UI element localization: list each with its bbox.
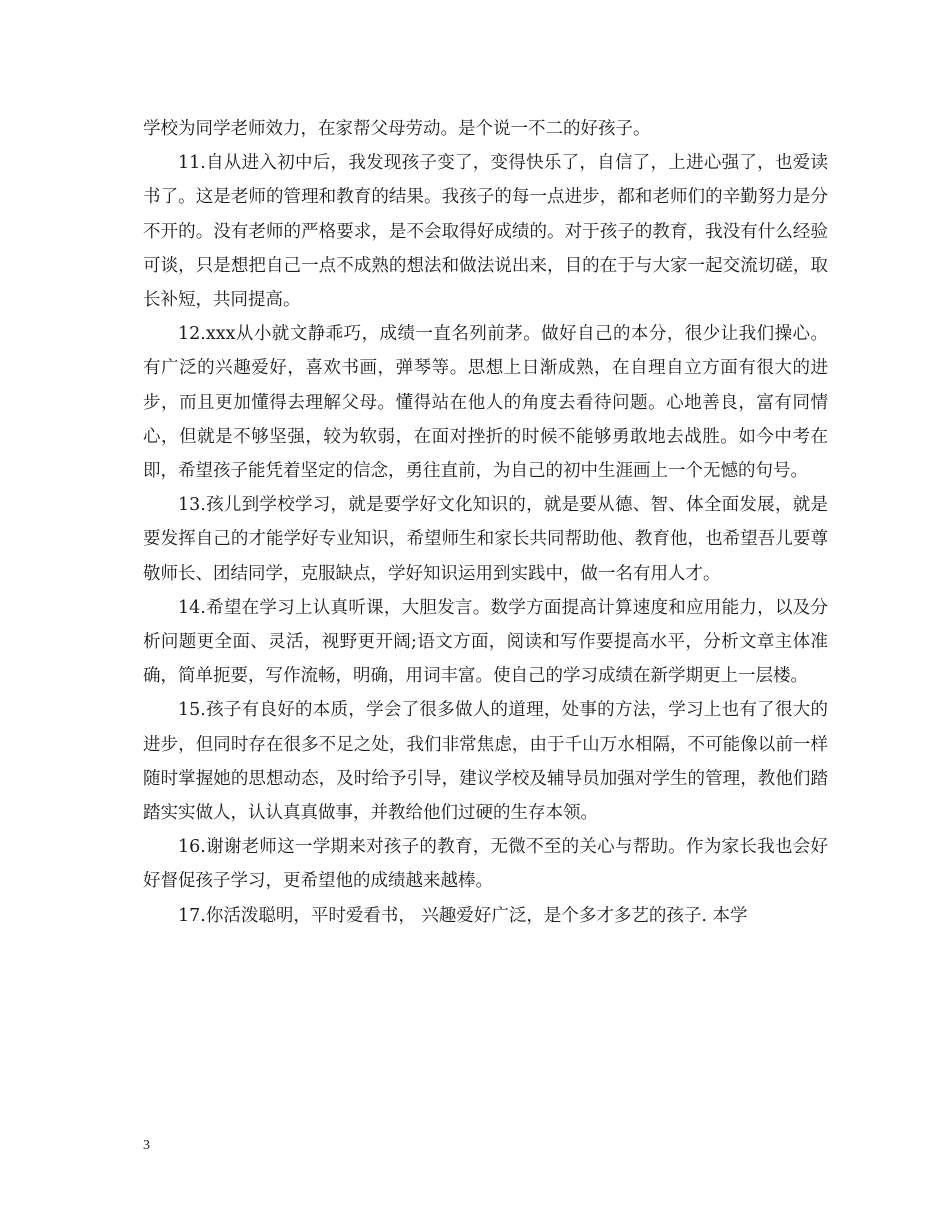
- paragraph: 11.自从进入初中后，我发现孩子变了，变得快乐了，自信了，上进心强了，也爱读书了。这是老师的管理和教育的结果。我孩子的每一点进步，都和老师们的辛勤努力是分不开的。没有老师的严格要求，是不会取得好成绩的。对于孩子的教育，我没有什么经验可谈，只是想把自己一点不成熟的想法和做法说出来，目的在于与大家一起交流切磋，取长补短，共同提高。: [143, 153, 828, 311]
- document-body: [143, 112, 828, 933]
- paragraph: 16.谢谢老师这一学期来对孩子的教育，无微不至的关心与帮助。作为家长我也会好好督促孩子学习，更希望他的成绩越来越棒。: [143, 837, 828, 892]
- paragraph: 14.希望在学习上认真听课，大胆发言。数学方面提高计算速度和应用能力，以及分析问题更全面、灵活，视野更开阔;语文方面，阅读和写作要提高水平，分析文章主体准确，简单扼要，写作流畅，明确，用词丰富。使自己的学习成绩在新学期更上一层楼。: [143, 597, 828, 687]
- paragraph: 15.孩子有良好的本质，学会了很多做人的道理，处事的方法，学习上也有了很大的进步，但同时存在很多不足之处，我们非常焦虑，由于千山万水相隔，不可能像以前一样随时掌握她的思想动态，及时给予引导，建议学校及辅导员加强对学生的管理，教他们踏踏实实做人，认认真真做事，并教给他们过硬的生存本领。: [143, 700, 828, 824]
- paragraph: 12.xxx从小就文静乖巧，成绩一直名列前茅。做好自己的本分，很少让我们操心。有广泛的兴趣爱好，喜欢书画，弹琴等。思想上日渐成熟，在自理自立方面有很大的进步，而且更加懂得去理解父母。懂得站在他人的角度去看待问题。心地善良，富有同情心，但就是不够坚强，较为软弱，在面对挫折的时候不能够勇敢地去战胜。如今中考在即，希望孩子能凭着坚定的信念，勇往直前，为自己的初中生涯画上一个无憾的句号。: [143, 324, 828, 482]
- paragraph: 学校为同学老师效力，在家帮父母劳动。是个说一不二的好孩子。: [143, 119, 651, 139]
- paragraph: 13.孩儿到学校学习，就是要学好文化知识的，就是要从德、智、体全面发展，就是要发挥自己的才能学好专业知识，希望师生和家长共同帮助他、教育他，也希望吾儿要尊敬师长、团结同学，克服缺点，学好知识运用到实践中，做一名有用人才。: [143, 495, 828, 584]
- paragraph: 17.你活泼聪明，平时爱看书， 兴趣爱好广泛，是个多才多艺的孩子. 本学: [178, 905, 748, 926]
- page-number: 3: [143, 1138, 150, 1153]
